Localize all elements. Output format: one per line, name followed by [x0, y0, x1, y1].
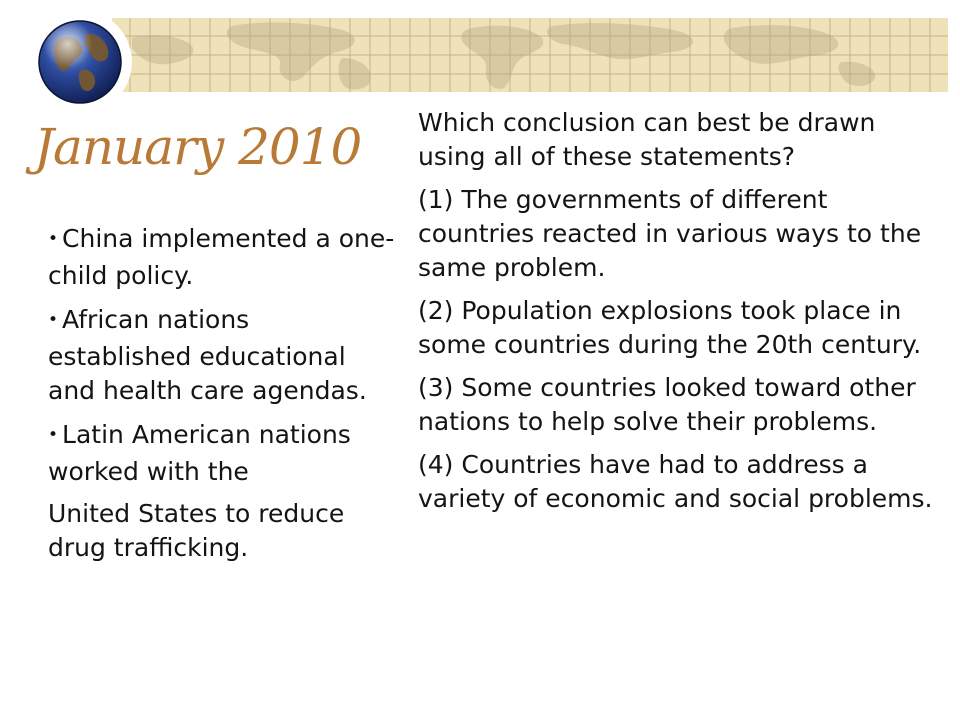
question-text: Which conclusion can best be drawn using all of these statements?: [418, 108, 876, 171]
list-item-text: African nations established educational and health care agendas.: [48, 305, 367, 405]
answer-option: (3) Some countries looked toward other nations to help solve their problems.: [418, 373, 916, 436]
bullet-icon: •: [48, 229, 59, 249]
question-block: [418, 106, 948, 525]
list-item-text: China implemented a one-child policy.: [48, 224, 395, 290]
list-item: [48, 222, 400, 293]
bullet-icon: •: [48, 310, 59, 330]
list-item: [48, 303, 400, 408]
answer-option: (2) Population explosions took place in some countries during the 20th century.: [418, 296, 922, 359]
answer-option: (1) The governments of different countries reacted in various ways to the same problem.: [418, 185, 922, 282]
list-item-continuation: United States to reduce drug trafficking.: [48, 499, 345, 562]
answer-option: (4) Countries have had to address a variety of economic and social problems.: [418, 450, 933, 513]
world-map-banner: [112, 18, 948, 92]
list-item-text: Latin American nations worked with the: [48, 420, 351, 486]
bullet-icon: •: [48, 425, 59, 445]
list-item: [48, 418, 400, 489]
page-title: January 2010: [34, 118, 362, 176]
events-list: [48, 222, 400, 575]
globe-icon: [28, 10, 132, 114]
